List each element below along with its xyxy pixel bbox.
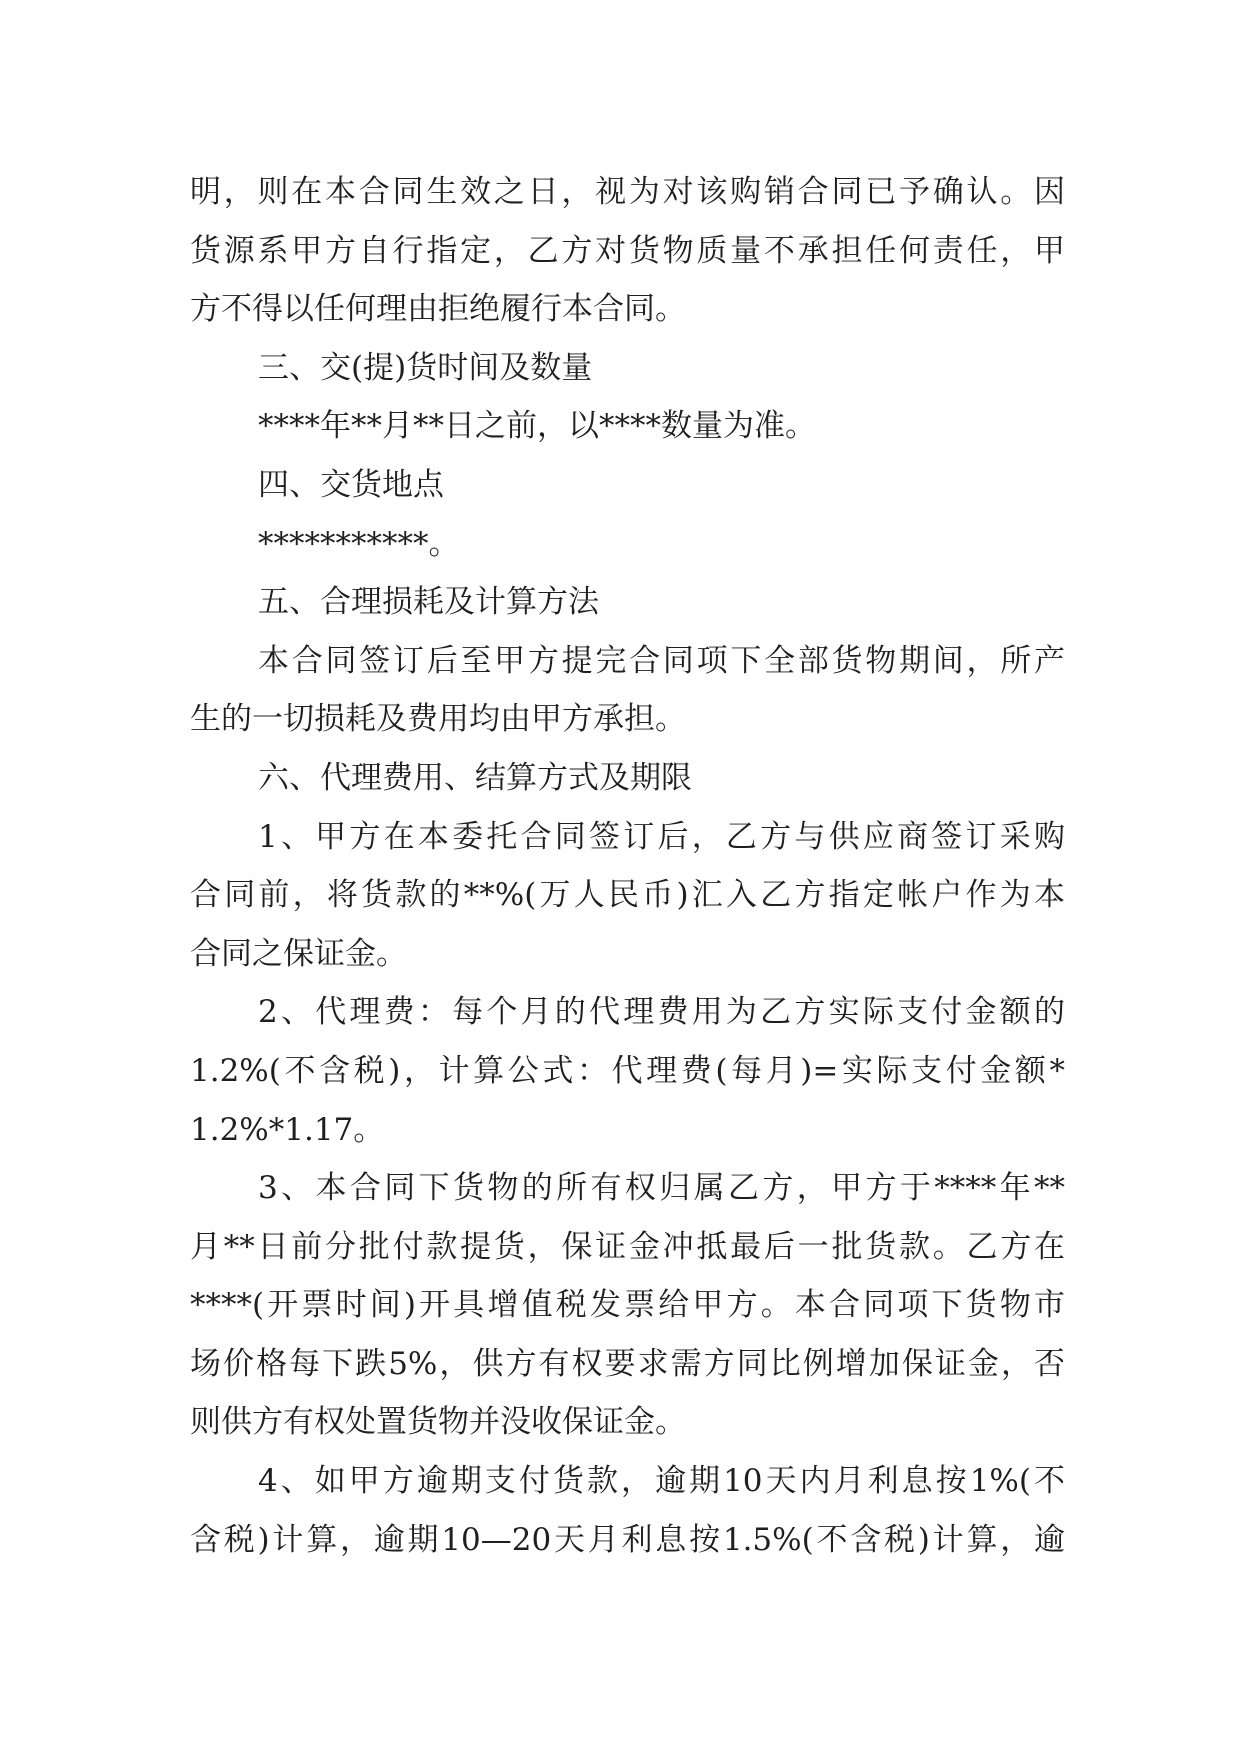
text-line: 含税)计算，逾期10—20天月利息按1.5%(不含税)计算，逾: [190, 1521, 1065, 1558]
text-line: 明，则在本合同生效之日，视为对该购销合同已予确认。因: [190, 174, 1065, 210]
text-line: 合同之保证金。: [190, 935, 407, 972]
text-line: 货源系甲方自行指定，乙方对货物质量不承担任何责任，甲: [190, 232, 1065, 269]
text-line: 生的一切损耗及费用均由甲方承担。: [190, 701, 686, 738]
text-line: 则供方有权处置货物并没收保证金。: [190, 1404, 686, 1441]
text-line: 2、代理费：每个月的代理费用为乙方实际支付金额的: [258, 994, 1065, 1031]
section-heading: 三、交(提)货时间及数量: [258, 349, 593, 386]
section-heading: 六、代理费用、结算方式及期限: [258, 759, 692, 796]
text-line: ***********。: [258, 525, 460, 562]
text-line: 1.2%(不含税)，计算公式：代理费(每月)=实际支付金额*: [190, 1052, 1065, 1089]
text-line: ****年**月**日之前，以****数量为准。: [258, 408, 816, 445]
text-line: ****(开票时间)开具增值税发票给甲方。本合同项下货物市: [190, 1287, 1065, 1324]
section-heading: 五、合理损耗及计算方法: [258, 584, 599, 621]
text-line: 合同前，将货款的**%(万人民币)汇入乙方指定帐户作为本: [190, 877, 1065, 914]
text-line: 1.2%*1.17。: [190, 1111, 385, 1148]
text-line: 月**日前分批付款提货，保证金冲抵最后一批货款。乙方在: [190, 1228, 1065, 1265]
text-line: 本合同签订后至甲方提完合同项下全部货物期间，所产: [258, 642, 1065, 679]
text-line: 1、甲方在本委托合同签订后，乙方与供应商签订采购: [258, 818, 1065, 855]
text-line: 方不得以任何理由拒绝履行本合同。: [190, 291, 686, 328]
text-line: 4、如甲方逾期支付货款，逾期10天内月利息按1%(不: [258, 1463, 1065, 1500]
text-line: 场价格每下跌5%，供方有权要求需方同比例增加保证金，否: [190, 1345, 1065, 1382]
section-heading: 四、交货地点: [258, 466, 444, 503]
text-line: 3、本合同下货物的所有权归属乙方，甲方于****年**: [258, 1170, 1065, 1207]
document-body: [190, 163, 1065, 1569]
